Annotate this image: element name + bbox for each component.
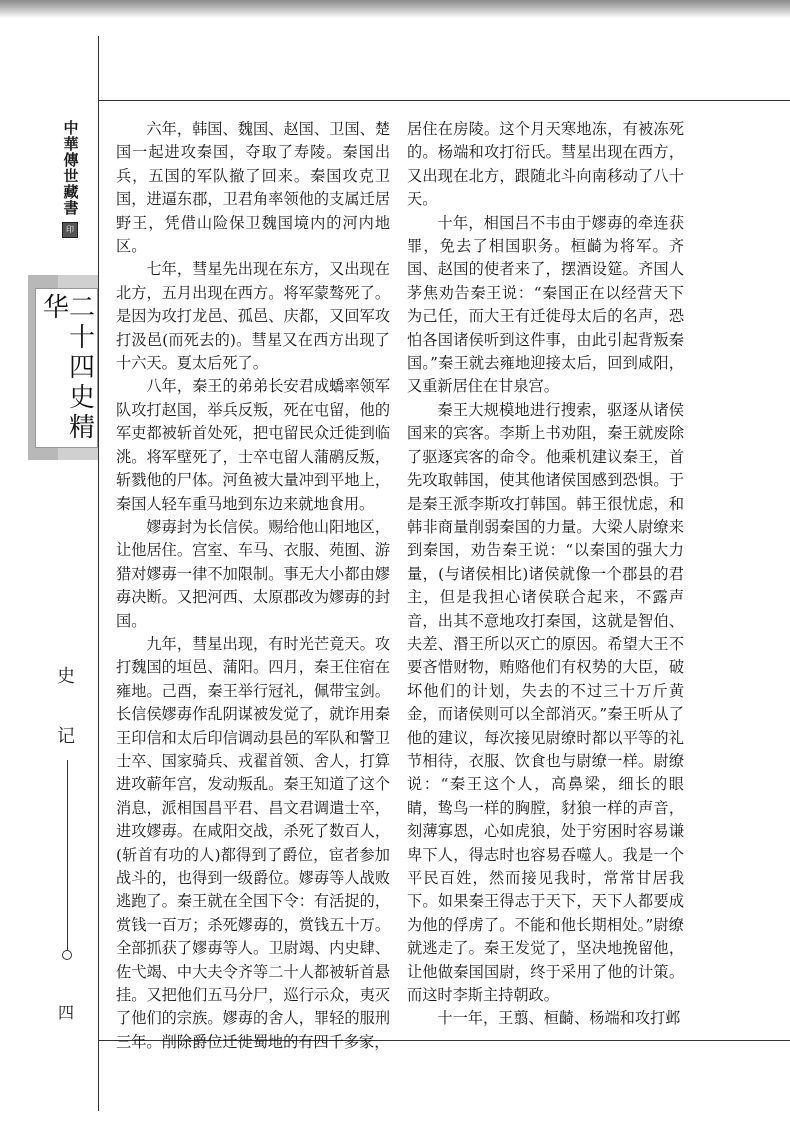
series-title-block [50,120,90,238]
left-text-column [116,118,390,1054]
series-title: 中華傳世藏書 [61,120,80,216]
book-title-char-2: 记 [57,726,75,747]
paragraph: 嫪毐封为长信侯。赐给他山阳地区，让他居住。宫室、车马、衣服、苑囿、游猎对嫪毐一律不加限制。事无大小都由嫪毐决断。又把河西、太原郡改为嫪毐的封国。 [116,517,390,630]
collection-title-box [35,288,98,448]
page-number: 四 [58,1003,75,1022]
book-title-char-1: 史 [57,666,75,687]
paragraph: 十年，相国吕不韦由于嫪毐的牵连获罪，免去了相国职务。桓齮为将军。齐国、赵国的使者来了，摆酒设筵。齐国人茅焦劝告秦王说：“秦国正在以经营天下为己任，而大王有迁徙母太后的名声，恐怕各国诸侯听到这件事，由此引起背叛秦国。”秦王就去雍地迎接太后，回到咸阳，又重新居住在甘泉宫。 [407,213,684,396]
top-page-shadow [0,0,790,18]
paragraph: 六年，韩国、魏国、赵国、卫国、楚国一起进攻秦国，夺取了寿陵。秦国出兵，五国的军队撤了回来。秦国攻克卫国，进逼东郡，卫君角率领他的支属迁居野王，凭借山险保卫魏国境内的河内地区。 [116,120,390,256]
seal-icon: 印 [62,222,78,238]
margin-vertical-rule [98,36,99,1111]
header-rule [98,100,790,101]
paragraph: 八年，秦王的弟弟长安君成蟜率领军队攻打赵国，举兵反叛，死在屯留，他的军吏都被斩首处死，把屯留民众迁徙到临洮。将军壁死了，士卒屯留人蒲鹝反叛，斩戮他的尸体。河鱼被大量冲到平地上，秦国人轻车重马地到东边来就地食用。 [116,377,390,513]
right-text-column [407,118,684,1031]
paragraph: 秦王大规模地进行搜索，驱逐从诸侯国来的宾客。李斯上书劝阻，秦王就废除了驱逐宾客的命令。他乘机建议秦王，首先攻取韩国，使其他诸侯国感到恐惧。于是秦王派李斯攻打韩国。韩王很忧虑，和韩非商量削弱秦国的力量。大梁人尉缭来到秦国，劝告秦王说：“以秦国的强大力量，(与诸侯相比)诸侯就像一个郡县的君主，但是我担心诸侯联合起来，不露声音，出其不意地攻打秦国，这就是智伯、夫差、湣王所以灭亡的原因。希望大王不要吝惜财物，贿赂他们有权势的大臣，破坏他们的计划，失去的不过三十万斤黄金，而诸侯则可以全部消灭。”秦王听从了他的建议，每次接见尉缭时都以平等的礼节相待，衣服、饮食也与尉缭一样。尉缭说：“秦王这个人，高鼻梁，细长的眼睛，鸷鸟一样的胸膛，豺狼一样的声音，刻薄寡恩，心如虎狼，处于穷困时容易谦卑下人，得志时也容易吞噬人。我是一个平民百姓，然而接见我时，常常甘居我下。如果秦王得志于天下，天下人都要成为他的俘虏了。不能和他长期相处。”尉缭就逃走了。秦王发觉了，坚决地挽留他，让他做秦国国尉，终于采用了他的计策。而这时李斯主持朝政。 [407,400,684,1005]
paragraph-continued: 居住在房陵。这个月天寒地冻，有被冻死的。杨端和攻打衍氏。彗星出现在西方，又出现在北方，跟随北斗向南移动了八十天。 [407,120,684,209]
paragraph: 九年，彗星出现，有时光芒竟天。攻打魏国的垣邑、蒲阳。四月，秦王住宿在雍地。己酉，秦王举行冠礼，佩带宝剑。长信侯嫪毐作乱阴谋被发觉了，就诈用秦王印信和太后印信调动县邑的军队和警卫士卒、国家骑兵、戎翟首领、舍人，打算进攻蕲年宫，发动叛乱。秦王知道了这个消息，派相国昌平君、昌文君调遣士卒，进攻嫪毐。在咸阳交战，杀死了数百人，(斩首有功的人)都得到了爵位，宦者参加战斗的，也得到一级爵位。嫪毐等人战败逃跑了。秦王就在全国下令：有活捉的，赏钱一百万；杀死嫪毐的，赏钱五十万。全部抓获了嫪毐等人。卫尉竭、内史肆、佐弋竭、中大夫令齐等二十人都被斩首悬挂。又把他们五马分尸，巡行示众，夷灭了他们的宗族。嫪毐的舍人，罪轻的服刑三年。削除爵位迁徙蜀地的有四千多家， [116,634,390,1051]
collection-title: 二十四史精华 [38,293,95,443]
margin-circle-icon [62,950,72,960]
paragraph: 七年，彗星先出现在东方，又出现在北方，五月出现在西方。将军蒙骜死了。是因为攻打龙邑、孤邑、庆都，又回军攻打汲邑(而死去的)。彗星又在西方出现了十六天。夏太后死了。 [116,260,390,373]
margin-thin-rule [67,760,68,950]
paragraph: 十一年，王翦、桓齮、杨端和攻打邺 [437,1009,681,1028]
